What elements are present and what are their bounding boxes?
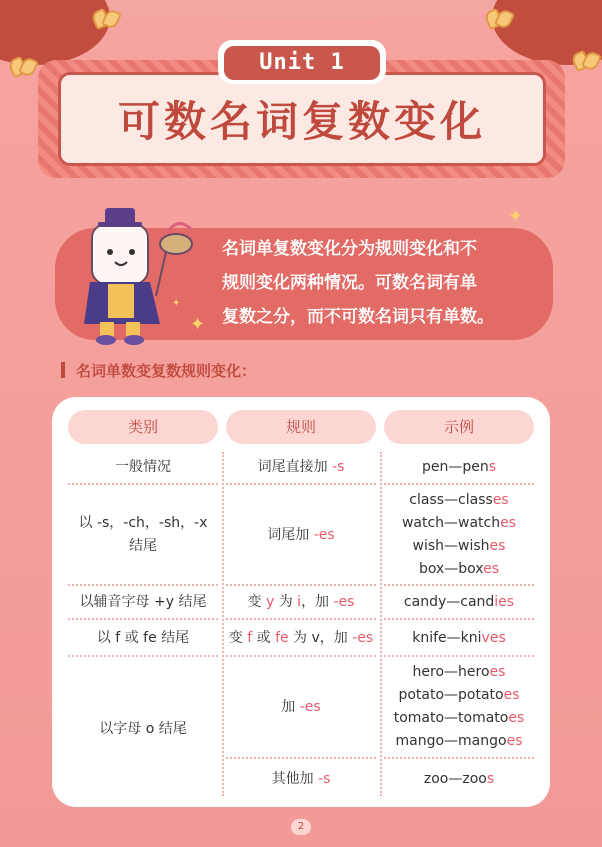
rule-text-segment: -es	[313, 526, 335, 543]
row-divider	[226, 584, 376, 586]
table-cell-example	[384, 661, 534, 753]
rule-text-segment: -s	[332, 458, 345, 475]
table-cell-example	[384, 456, 534, 479]
row-divider	[384, 655, 534, 657]
example-text-segment: pen—pen	[421, 458, 489, 475]
example-text	[384, 684, 534, 707]
section-heading-bar	[61, 362, 65, 378]
example-text	[384, 661, 534, 684]
unit-label: Unit 1	[224, 46, 380, 80]
example-text-segment: tomato—tomato	[393, 710, 509, 726]
rule-text-segment: f	[247, 629, 253, 646]
bow-icon	[12, 58, 34, 74]
row-divider	[68, 618, 218, 620]
bow-icon	[95, 10, 117, 26]
example-text-segment: mango—mango	[395, 733, 507, 749]
example-text	[384, 512, 534, 535]
rule-text-segment: -es	[352, 629, 374, 646]
example-text-segment: box—box	[418, 561, 484, 577]
example-text-segment: es	[500, 515, 517, 531]
rule-text-segment: 其他加	[271, 770, 319, 787]
rule-text-segment: -es	[333, 594, 355, 610]
example-text-segment: knife—kni	[412, 629, 482, 646]
bow-icon	[575, 52, 597, 68]
rule-text-segment: -s	[318, 770, 331, 787]
row-divider	[384, 618, 534, 620]
example-text	[384, 489, 534, 512]
intro-line: 复数之分，而不可数名词只有单数。	[222, 307, 494, 327]
row-divider	[226, 618, 376, 620]
column-divider	[380, 452, 382, 796]
example-text-segment: zoo—zoo	[423, 770, 487, 787]
example-text	[384, 768, 534, 791]
table-cell-rule	[226, 696, 376, 719]
table-header-rule: 规则	[226, 410, 376, 444]
rule-text-segment: 词尾加	[267, 526, 314, 543]
rule-text-segment: 为 v，加	[288, 629, 353, 646]
intro-line: 名词单复数变化分为规则变化和不	[222, 239, 477, 259]
example-text-segment: es	[492, 492, 509, 508]
example-text-segment: es	[489, 664, 506, 680]
rule-text	[226, 768, 376, 791]
category-text: 以 f 或 fe 结尾	[96, 629, 190, 646]
row-divider	[384, 757, 534, 759]
table-cell-rule	[226, 768, 376, 791]
rule-text-segment: 词尾直接加	[257, 458, 333, 475]
intro-line: 规则变化两种情况。可数名词有单	[222, 273, 477, 293]
example-text-segment: es	[503, 687, 520, 703]
table-cell-example	[384, 768, 534, 791]
example-text	[384, 730, 534, 753]
rule-text-segment: 为	[274, 594, 298, 610]
example-text-segment: s	[488, 458, 497, 475]
rule-text-segment: i	[297, 594, 302, 610]
category-text: 以辅音字母 +y 结尾	[79, 594, 207, 610]
rule-text-segment: 加	[281, 698, 300, 715]
rule-text	[226, 456, 376, 479]
rule-text-segment: fe	[275, 629, 289, 646]
example-text-segment: ves	[481, 629, 506, 646]
table-cell-rule	[226, 456, 376, 479]
example-text-segment: potato—potato	[398, 687, 504, 703]
bow-icon	[488, 10, 510, 26]
rule-text-segment: 或	[252, 629, 276, 646]
category-text: 以字母 o 结尾	[99, 720, 187, 737]
example-text-segment: es	[508, 710, 525, 726]
example-text	[384, 627, 534, 650]
example-text-segment: hero—hero	[412, 664, 490, 680]
example-text	[384, 591, 534, 614]
table-cell-category	[68, 627, 218, 650]
example-text	[384, 558, 534, 581]
tooth-mascot-illustration	[60, 204, 210, 346]
example-text-segment: ies	[494, 594, 515, 610]
example-text-segment: wish—wish	[412, 538, 490, 554]
column-divider	[222, 452, 224, 796]
table-cell-category	[68, 512, 218, 558]
row-divider	[226, 483, 376, 485]
category-text: 结尾	[129, 538, 157, 554]
row-divider	[226, 655, 376, 657]
rule-text-segment: ，加	[301, 594, 334, 610]
sparkle-icon: ✦	[172, 298, 181, 309]
section-heading: 名词单数变复数规则变化：	[76, 362, 257, 380]
rule-text-segment: 变	[228, 629, 248, 646]
rule-text-segment: y	[265, 594, 275, 610]
category-text: 一般情况	[115, 458, 171, 475]
example-text-segment: watch—watch	[401, 515, 501, 531]
rule-text	[226, 627, 376, 650]
table-cell-category	[68, 718, 218, 741]
rule-text	[226, 524, 376, 547]
intro-text	[222, 232, 542, 334]
rule-text-segment: 变	[247, 594, 266, 610]
table-cell-example	[384, 489, 534, 581]
example-text-segment: s	[486, 770, 495, 787]
table-cell-category	[68, 591, 218, 614]
row-divider	[384, 584, 534, 586]
row-divider	[226, 757, 376, 759]
example-text	[384, 707, 534, 730]
rule-text-segment: -es	[299, 698, 321, 715]
table-cell-example	[384, 591, 534, 614]
example-text-segment: class—class	[409, 492, 493, 508]
example-text-segment: es	[506, 733, 523, 749]
row-divider	[68, 655, 218, 657]
table-header-category: 类别	[68, 410, 218, 444]
example-text	[384, 535, 534, 558]
example-text-segment: candy—cand	[403, 594, 495, 610]
page-number: 2	[291, 819, 311, 835]
table-cell-rule	[226, 627, 376, 650]
row-divider	[68, 584, 218, 586]
rule-text	[226, 696, 376, 719]
row-divider	[384, 483, 534, 485]
table-cell-example	[384, 627, 534, 650]
table-header-example: 示例	[384, 410, 534, 444]
example-text	[384, 456, 534, 479]
page-title: 可数名词复数变化	[117, 97, 486, 146]
sparkle-icon: ✦	[190, 314, 206, 335]
row-divider	[68, 483, 218, 485]
example-text-segment: es	[483, 561, 500, 577]
table-cell-category	[68, 456, 218, 479]
table-cell-rule	[226, 524, 376, 547]
sparkle-icon: ✦	[508, 206, 524, 227]
rule-text	[226, 591, 376, 614]
example-text-segment: es	[489, 538, 506, 554]
table-cell-rule	[226, 591, 376, 614]
category-text: 以 -s，-ch，-sh，-x	[78, 515, 208, 531]
